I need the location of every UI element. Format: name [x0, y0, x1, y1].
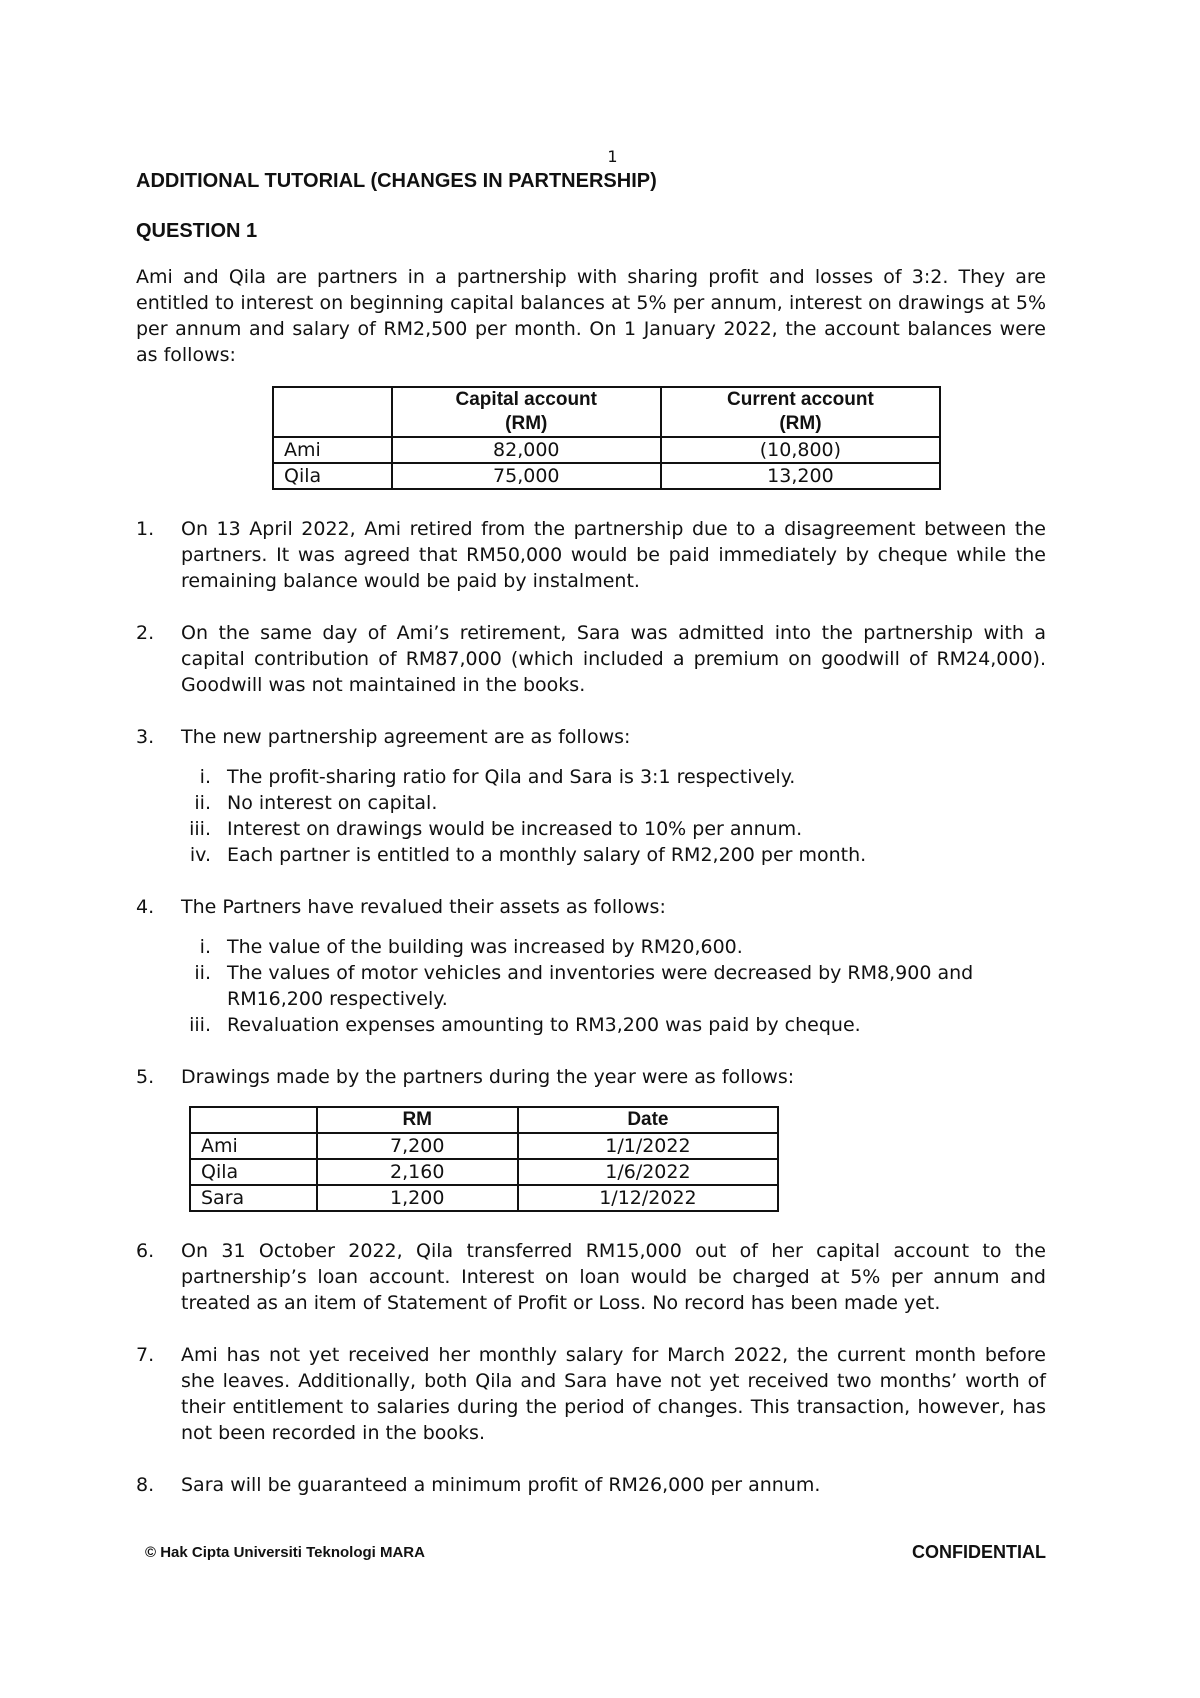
footer-copyright: © Hak Cipta Universiti Teknologi MARA	[145, 1544, 425, 1561]
table-row	[190, 1133, 778, 1159]
sub-item-number: iv.	[189, 844, 211, 866]
sub-item-number: i.	[199, 936, 211, 958]
sub-item	[136, 790, 1046, 816]
item-text: Sara will be guaranteed a minimum profit of RM26,000 per annum.	[181, 1474, 821, 1496]
drawing-amount: 1,200	[317, 1185, 518, 1211]
sub-item-number: ii.	[194, 962, 211, 984]
table-header-row	[190, 1107, 778, 1133]
sub-item-text: The values of motor vehicles and inventories were decreased by RM8,900 and RM16,200 respectively.	[227, 962, 974, 1010]
capital-value: 82,000	[392, 437, 661, 463]
sub-item	[136, 842, 1046, 868]
list-item	[136, 1238, 1046, 1316]
table-row	[273, 437, 940, 463]
sub-list	[136, 764, 1046, 868]
sub-item-number: iii.	[189, 818, 211, 840]
drawings-table	[189, 1106, 779, 1212]
document-body	[136, 168, 1046, 1498]
drawing-date: 1/12/2022	[518, 1185, 778, 1211]
drawing-date: 1/6/2022	[518, 1159, 778, 1185]
header-current: Current account	[727, 389, 874, 410]
partner-name: Qila	[190, 1159, 317, 1185]
list-item	[136, 516, 1046, 594]
table-header-cell	[190, 1107, 317, 1133]
drawing-amount: 2,160	[317, 1159, 518, 1185]
current-value: 13,200	[661, 463, 940, 489]
footer-confidential: CONFIDENTIAL	[912, 1542, 1046, 1562]
item-text: On 31 October 2022, Qila transferred RM15,000 out of her capital account to the partnership’s loan account. Interest on loan would be charged at 5% per annum and treated as an item of Statement of Profit or Loss. No record has been made yet.	[181, 1240, 1046, 1314]
table-header-cell	[392, 387, 661, 437]
partner-name: Ami	[273, 437, 392, 463]
item-number: 7.	[136, 1344, 155, 1366]
item-number: 2.	[136, 622, 155, 644]
sub-item-text: No interest on capital.	[227, 792, 438, 814]
header-capital: Capital account	[455, 389, 597, 410]
list-item	[136, 620, 1046, 698]
sub-item-text: The value of the building was increased by RM20,600.	[227, 936, 743, 958]
item-text: The new partnership agreement are as follows:	[181, 726, 631, 748]
table-header-cell: Date	[518, 1107, 778, 1133]
item-text: The Partners have revalued their assets as follows:	[181, 896, 666, 918]
item-text: Ami has not yet received her monthly salary for March 2022, the current month before she leaves. Additionally, both Qila and Sara have not yet received two months’ worth of their entitlement to salaries during the period of changes. This transaction, however, has not been recorded in the books.	[181, 1344, 1046, 1444]
item-text: On 13 April 2022, Ami retired from the partnership due to a disagreement between the partners. It was agreed that RM50,000 would be paid immediately by cheque while the remaining balance would be paid by instalment.	[181, 518, 1046, 592]
item-number: 3.	[136, 726, 155, 748]
sub-item-text: Interest on drawings would be increased to 10% per annum.	[227, 818, 803, 840]
sub-item-number: i.	[199, 766, 211, 788]
table-row	[190, 1185, 778, 1211]
drawing-date: 1/1/2022	[518, 1133, 778, 1159]
capital-value: 75,000	[392, 463, 661, 489]
table-row	[190, 1159, 778, 1185]
partner-name: Sara	[190, 1185, 317, 1211]
item-number: 5.	[136, 1066, 155, 1088]
list-item	[136, 724, 1046, 750]
intro-paragraph: Ami and Qila are partners in a partnership with sharing profit and losses of 3:2. They are entitled to interest on beginning capital balances at 5% per annum, interest on drawings at 5% per annum and salary of RM2,500 per month. On 1 January 2022, the account balances were as follows:	[136, 266, 1046, 366]
sub-item-text: Each partner is entitled to a monthly salary of RM2,200 per month.	[227, 844, 867, 866]
current-value: (10,800)	[661, 437, 940, 463]
list-item	[136, 894, 1046, 920]
page-number: 1	[607, 147, 618, 166]
sub-item	[136, 816, 1046, 842]
item-text: On the same day of Ami’s retirement, Sara was admitted into the partnership with a capital contribution of RM87,000 (which included a premium on goodwill of RM24,000). Goodwill was not maintained in the books.	[181, 622, 1046, 696]
item-text: Drawings made by the partners during the year were as follows:	[181, 1066, 795, 1088]
sub-item	[136, 1012, 1046, 1038]
item-number: 6.	[136, 1240, 155, 1262]
document-title: ADDITIONAL TUTORIAL (CHANGES IN PARTNERSHIP)	[136, 170, 657, 192]
header-capital-unit: (RM)	[505, 413, 548, 434]
header-current-unit: (RM)	[779, 413, 822, 434]
item-number: 8.	[136, 1474, 155, 1496]
sub-item-number: ii.	[194, 792, 211, 814]
sub-list	[136, 934, 1046, 1038]
sub-item	[136, 934, 1046, 960]
sub-item-text: Revaluation expenses amounting to RM3,200 was paid by cheque.	[227, 1014, 861, 1036]
table-header-cell: RM	[317, 1107, 518, 1133]
sub-item-text: The profit-sharing ratio for Qila and Sara is 3:1 respectively.	[227, 766, 796, 788]
question-heading: QUESTION 1	[136, 220, 258, 242]
list-item	[136, 1064, 1046, 1090]
partner-name: Qila	[273, 463, 392, 489]
item-number: 1.	[136, 518, 155, 540]
table-header-cell	[661, 387, 940, 437]
table-header-cell	[273, 387, 392, 437]
list-item	[136, 1472, 1046, 1498]
sub-item	[136, 764, 1046, 790]
list-item	[136, 1342, 1046, 1446]
drawing-amount: 7,200	[317, 1133, 518, 1159]
partner-name: Ami	[190, 1133, 317, 1159]
balances-table	[272, 386, 941, 490]
sub-item	[136, 960, 1046, 1012]
sub-item-number: iii.	[189, 1014, 211, 1036]
table-header-row	[273, 387, 940, 437]
table-row	[273, 463, 940, 489]
item-number: 4.	[136, 896, 155, 918]
